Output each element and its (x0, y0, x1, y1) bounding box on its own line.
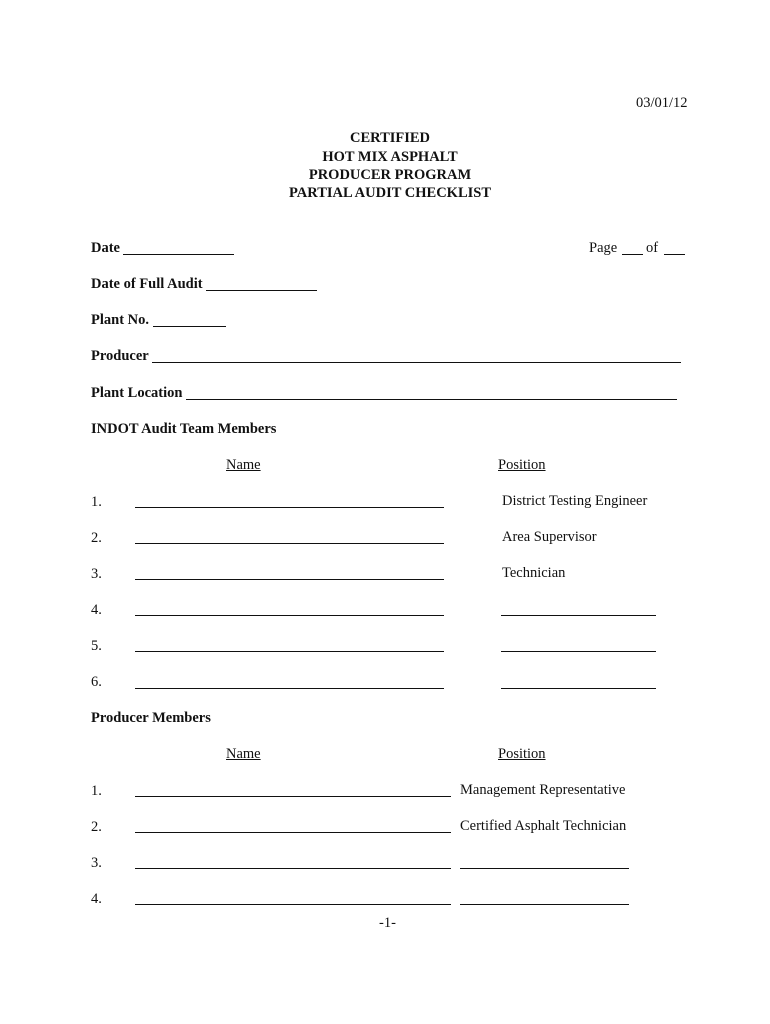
page-total-field[interactable] (664, 254, 685, 255)
plant-no-field[interactable] (153, 326, 226, 327)
producer-row-2-name-field[interactable] (135, 832, 451, 833)
date-full-audit-field[interactable] (206, 290, 317, 291)
indot-name-header: Name (226, 457, 261, 473)
indot-row-2-number: 2. (91, 530, 102, 546)
indot-row-1-name-field[interactable] (135, 507, 444, 508)
date-label: Date (91, 240, 120, 256)
plant-no-label: Plant No. (91, 312, 149, 328)
plant-location-label: Plant Location (91, 385, 183, 401)
indot-row-6-number: 6. (91, 674, 102, 690)
indot-row-4-number: 4. (91, 602, 102, 618)
producer-row-4-position-field[interactable] (460, 904, 629, 905)
indot-team-heading: INDOT Audit Team Members (91, 421, 277, 437)
producer-position-header: Position (498, 746, 546, 762)
title-line-1: CERTIFIED (349, 130, 431, 146)
indot-row-1-number: 1. (91, 494, 102, 510)
page-label: Page (589, 240, 618, 256)
indot-row-3-number: 3. (91, 566, 102, 582)
producer-row-4-name-field[interactable] (135, 904, 451, 905)
indot-row-1-position: District Testing Engineer (502, 493, 648, 509)
page-number-field[interactable] (622, 254, 643, 255)
date-full-audit-label: Date of Full Audit (91, 276, 203, 292)
indot-row-4-name-field[interactable] (135, 615, 444, 616)
producer-name-header: Name (226, 746, 261, 762)
producer-row-4-number: 4. (91, 891, 102, 907)
indot-row-6-position-field[interactable] (501, 688, 656, 689)
producer-row-3-number: 3. (91, 855, 102, 871)
page-number: -1- (379, 915, 396, 931)
plant-location-field[interactable] (186, 399, 677, 400)
producer-label: Producer (91, 348, 149, 364)
indot-row-4-position-field[interactable] (501, 615, 656, 616)
producer-row-2-position: Certified Asphalt Technician (460, 818, 627, 834)
indot-position-header: Position (498, 457, 546, 473)
indot-row-3-position: Technician (502, 565, 566, 581)
indot-row-5-position-field[interactable] (501, 651, 656, 652)
producer-row-1-name-field[interactable] (135, 796, 451, 797)
producer-row-3-position-field[interactable] (460, 868, 629, 869)
title-line-4: PARTIAL AUDIT CHECKLIST (288, 185, 491, 201)
indot-row-5-number: 5. (91, 638, 102, 654)
indot-row-2-position: Area Supervisor (502, 529, 597, 545)
producer-row-2-number: 2. (91, 819, 102, 835)
indot-row-3-name-field[interactable] (135, 579, 444, 580)
title-line-2: HOT MIX ASPHALT (322, 149, 458, 165)
indot-row-6-name-field[interactable] (135, 688, 444, 689)
indot-row-5-name-field[interactable] (135, 651, 444, 652)
indot-row-2-name-field[interactable] (135, 543, 444, 544)
date-field[interactable] (123, 254, 234, 255)
producer-field[interactable] (152, 362, 681, 363)
revision-date: 03/01/12 (636, 95, 688, 111)
producer-row-1-number: 1. (91, 783, 102, 799)
producer-row-3-name-field[interactable] (135, 868, 451, 869)
of-label: of (646, 240, 659, 256)
producer-members-heading: Producer Members (91, 710, 211, 726)
title-line-3: PRODUCER PROGRAM (308, 167, 472, 183)
producer-row-1-position: Management Representative (460, 782, 626, 798)
